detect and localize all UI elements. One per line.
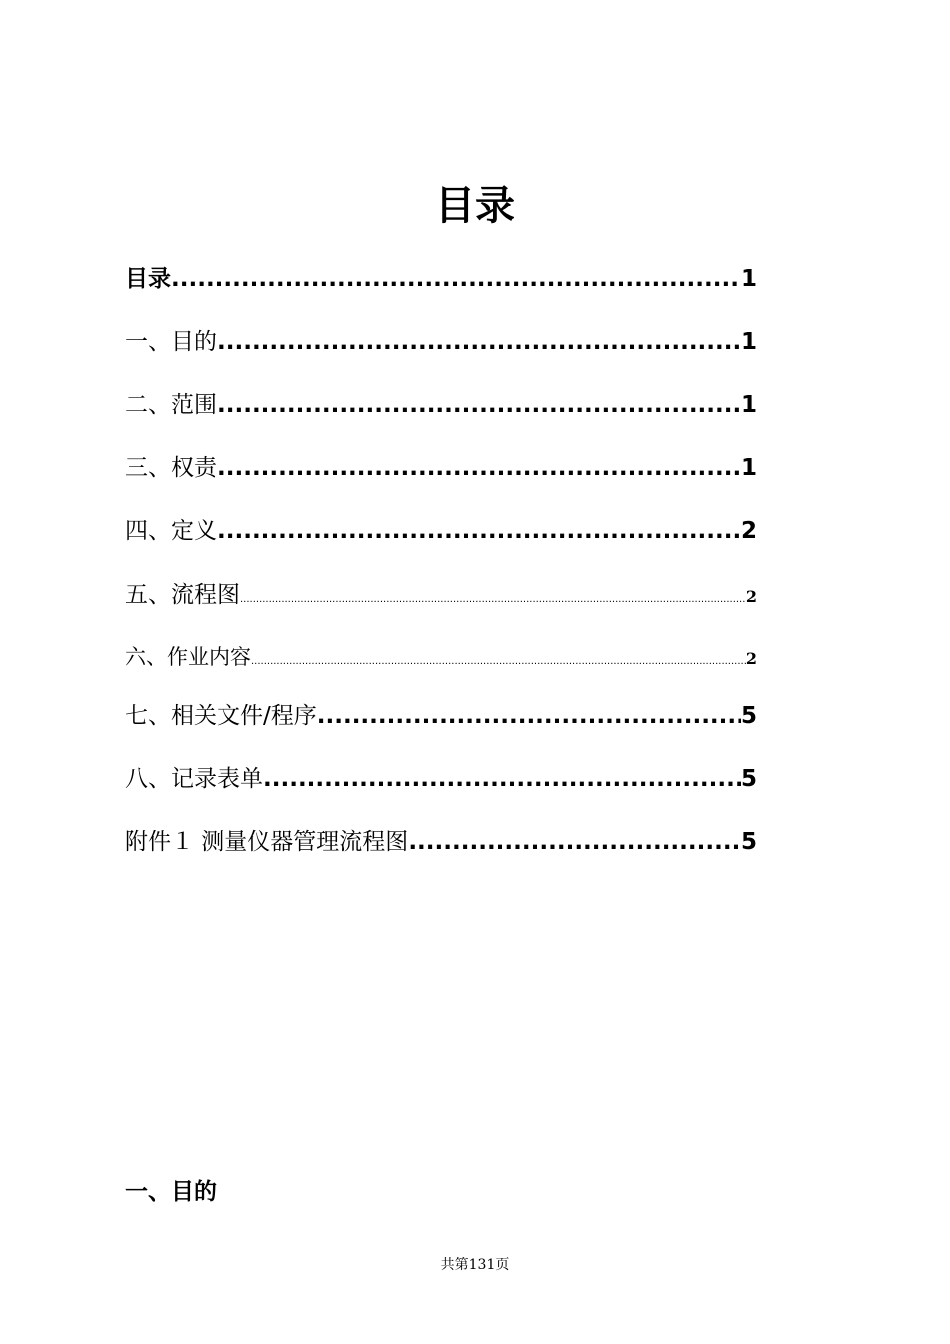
toc-leader — [217, 327, 741, 357]
toc-entry-label: 三、权责 — [125, 455, 217, 481]
toc-entry[interactable] — [125, 643, 757, 676]
toc-entry[interactable] — [125, 264, 757, 294]
toc-entry-label: 五、流程图 — [125, 582, 240, 608]
toc-entry[interactable] — [125, 453, 757, 483]
toc-leader — [263, 764, 741, 794]
toc-entry[interactable] — [125, 701, 757, 731]
toc-entry-page: 2 — [745, 649, 757, 668]
toc-entry-page: 1 — [740, 266, 757, 292]
toc-leader — [240, 585, 746, 615]
toc-entry-page: 5 — [740, 703, 757, 729]
toc-leader — [217, 453, 741, 483]
page-footer: 共第131页 — [440, 1257, 510, 1273]
section-heading: 一、目的 — [125, 1179, 217, 1205]
toc-entry-label: 七、相关文件/程序 — [125, 703, 317, 729]
toc-entry-page: 1 — [740, 455, 757, 481]
toc-leader — [217, 516, 741, 546]
toc-leader — [317, 701, 741, 731]
toc-entry-label: 附件１ 测量仪器管理流程图 — [125, 829, 409, 855]
toc-entry-label: 一、目的 — [125, 329, 217, 355]
toc-leader — [408, 827, 741, 857]
toc-entry-page: 5 — [740, 766, 757, 792]
toc-entry[interactable] — [125, 516, 757, 546]
toc-entry-label: 二、范围 — [125, 392, 217, 418]
toc-entry-page: 1 — [740, 329, 757, 355]
toc-entry-label: 四、定义 — [125, 518, 217, 544]
toc-entry-label: 六、作业内容 — [125, 645, 251, 669]
toc-entry-page: 5 — [740, 829, 757, 855]
toc-entry[interactable] — [125, 580, 757, 615]
toc-entry[interactable] — [125, 764, 757, 794]
toc-entry-label: 八、记录表单 — [125, 766, 263, 792]
toc-entry-page: 2 — [745, 587, 757, 606]
toc-entry-page: 1 — [740, 392, 757, 418]
toc-entry[interactable] — [125, 327, 757, 357]
toc-leader — [171, 264, 741, 294]
toc-leader — [217, 390, 741, 420]
toc-entry-page: 2 — [740, 518, 757, 544]
toc-entry-label: 目录 — [125, 266, 171, 292]
toc-entry[interactable] — [125, 390, 757, 420]
toc-leader — [251, 648, 746, 676]
toc-entry[interactable] — [125, 827, 757, 857]
page-title: 目录 — [435, 183, 515, 229]
